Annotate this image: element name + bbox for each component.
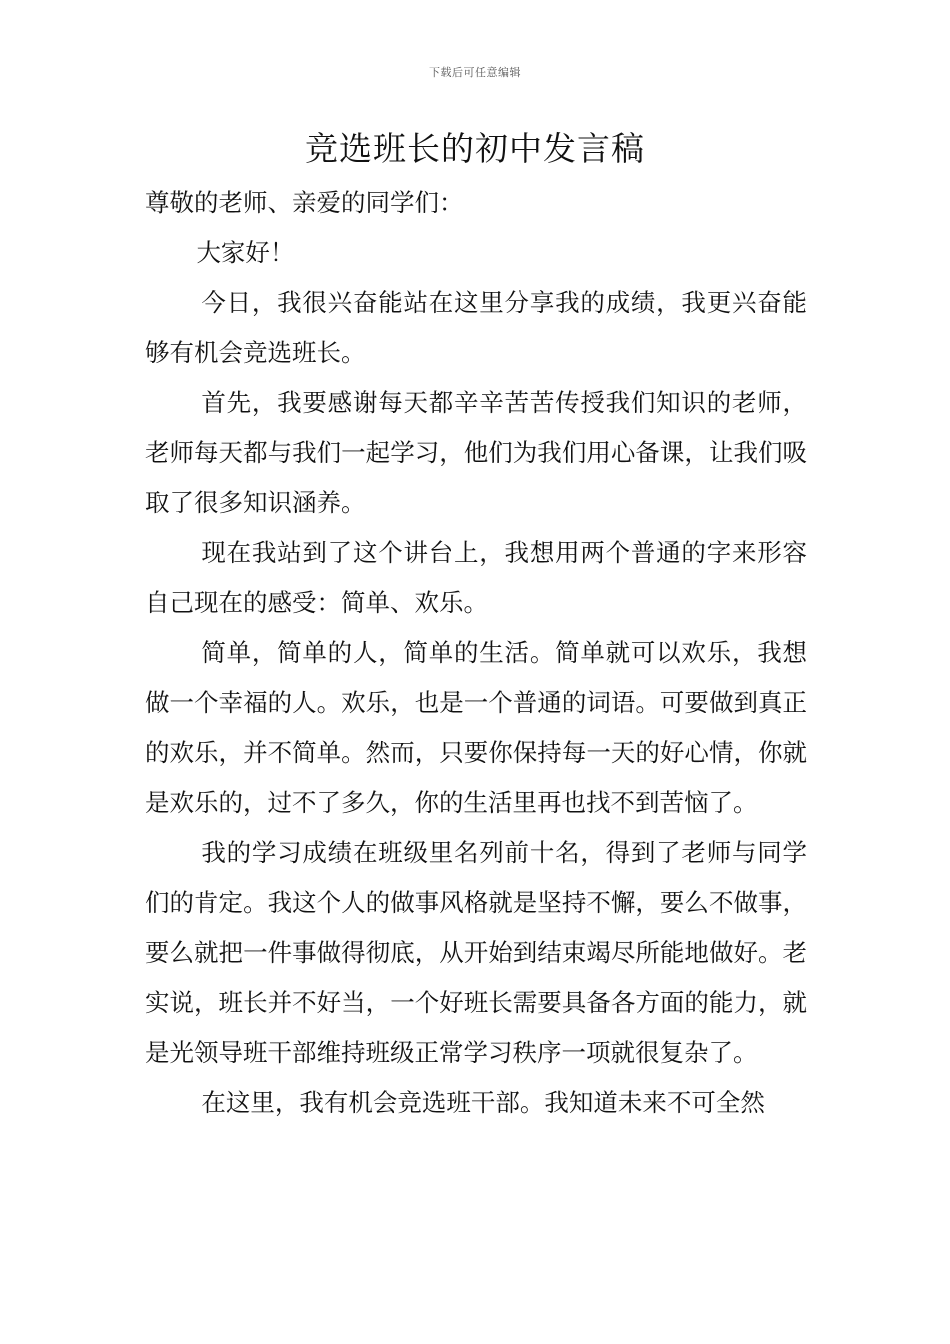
paragraph-6: 在这里，我有机会竞选班干部。我知道未来不可全然 — [201, 1088, 765, 1117]
paragraph-1: 今日，我很兴奋能站在这里分享我的成绩，我更兴奋能够有机会竞选班长。 — [145, 288, 807, 367]
greeting: 大家好！ — [196, 238, 295, 267]
document-body — [145, 178, 807, 1128]
salutation: 尊敬的老师、亲爱的同学们： — [145, 188, 464, 217]
paragraph-5: 我的学习成绩在班级里名列前十名，得到了老师与同学们的肯定。我这个人的做事风格就是坚持不懈，要么不做事，要么就把一件事做得彻底，从开始到结束竭尽所能地做好。老实说，班长并不好当，一个好班长需要具备各方面的能力，就是光领导班干部维持班级正常学习秩序一项就很复杂了。 — [145, 838, 807, 1067]
header-note: 下载后可任意编辑 — [429, 66, 521, 79]
paragraph-3: 现在我站到了这个讲台上，我想用两个普通的字来形容自己现在的感受：简单、欢乐。 — [145, 538, 807, 617]
paragraph-4: 简单，简单的人，简单的生活。简单就可以欢乐，我想做一个幸福的人。欢乐，也是一个普通的词语。可要做到真正的欢乐，并不简单。然而，只要你保持每一天的好心情，你就是欢乐的，过不了多久，你的生活里再也找不到苦恼了。 — [145, 638, 807, 817]
paragraph-2: 首先，我要感谢每天都辛辛苦苦传授我们知识的老师，老师每天都与我们一起学习，他们为我们用心备课，让我们吸取了很多知识涵养。 — [145, 388, 807, 517]
document-title: 竞选班长的初中发言稿 — [305, 129, 645, 168]
